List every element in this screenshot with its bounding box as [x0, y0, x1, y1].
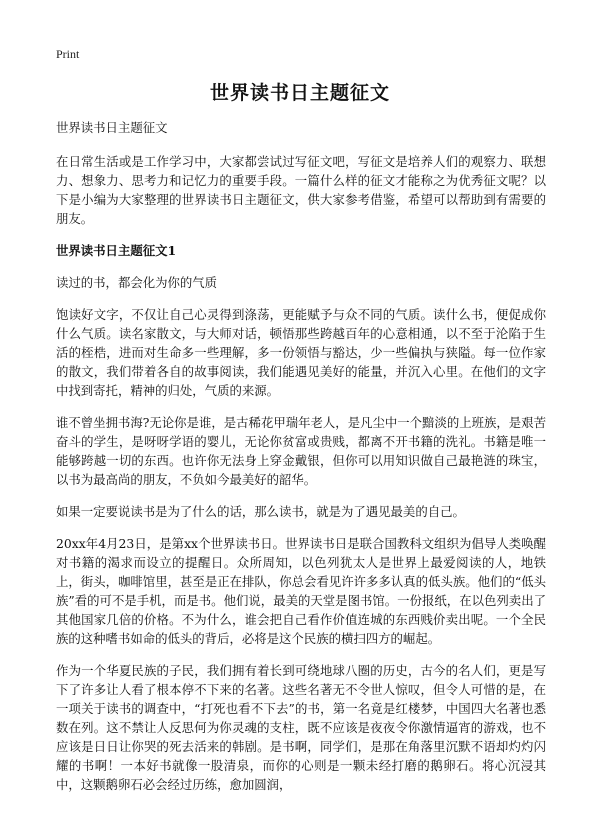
section-heading: 世界读书日主题征文1	[56, 243, 177, 258]
intro-paragraph: 在日常生活或是工作学习中，大家都尝试过写征文吧，写征文是培养人们的观察力、联想力、想象力、思考力和记忆力的重要手段。一篇什么样的征文才能称之为优秀征文呢？以下是小编为大家整理的世界读书日主题征文，供大家参考借鉴，希望可以帮助到有需要的朋友。	[56, 154, 546, 226]
body-paragraph-3: 如果一定要说读书是为了什么的话，那么读书，就是为了遇见最美的自己。	[56, 504, 465, 519]
document-body	[56, 118, 546, 807]
body-paragraph-4: 20xx年4月23日，是第xx个世界读书日。世界读书日是联合国教科文组织为倡导人类唤醒对书籍的渴求而设立的提醒日。众所周知，以色列犹太人是世界上最爱阅读的人，地铁上，街头，咖啡馆里，甚至是正在排队，你总会看见许许多多认真的低头族。他们的“低头族”看的可不是手机，而是书。他们说，最美的天堂是图书馆。一份报纸，在以色列卖出了其他国家几倍的价格。不为什么，谁会把自己看作价值连城的东西贱价卖出呢。一个全民族的这种嗜书如命的低头的背后，必将是这个民族的横扫四方的崛起。	[56, 536, 546, 646]
document-subtitle: 世界读书日主题征文	[56, 120, 168, 135]
document-title: 世界读书日主题征文	[209, 82, 390, 104]
body-paragraph-5: 作为一个华夏民族的子民，我们拥有着长到可绕地球八圈的历史，古今的名人们，更是写下了许多让人看了根本停不下来的名著。这些名著无不令世人惊叹，但令人可惜的是，在一项关于读书的调查中，“打死也看不下去”的书，第一名竟是红楼梦，中国四大名著也悉数在列。这不禁让人反思何为你灵魂的支柱，既不应该是夜夜令你激情逼宵的游戏，也不应该是日日让你哭的死去活来的韩剧。是书啊，同学们，是那在角落里沉默不语却灼灼闪耀的书啊！一本好书就像一股清泉，而你的心则是一颗未经打磨的鹅卵石。将心沉浸其中，这颗鹅卵石必会经过历练，愈加圆润，	[56, 663, 546, 792]
body-paragraph-2: 谁不曾坐拥书海?无论你是谁，是古稀花甲瑞年老人，是凡尘中一个黯淡的上班族，是艰苦奋斗的学生，是呀呀学语的婴儿，无论你贫富或贵贱，都离不开书籍的洗礼。书籍是唯一能够跨越一切的东西。也许你无法身上穿金戴银，但你可以用知识做自己最艳涟的珠宝，以书为最高尚的朋友，不负如今最美好的韶华。	[56, 415, 546, 487]
body-paragraph-1: 饱读好文字，不仅让自己心灵得到涤荡，更能赋予与众不同的气质。读什么书，便促成你什么气质。读名家散文，与大师对话，顿悟那些跨越百年的心意相通，以不至于沦陷于生活的桎梏，进而对生命多一些理解，多一份领悟与豁达，少一些偏执与狭隘。每一位作家的散文，我们带着各自的故事阅读，我们能遇见美好的能量，并沉入心里。在他们的文字中找到寄托，精神的归处，气质的来源。	[56, 307, 546, 398]
essay-subheading: 读过的书，都会化为你的气质	[56, 275, 218, 290]
print-label: Print	[56, 47, 80, 61]
